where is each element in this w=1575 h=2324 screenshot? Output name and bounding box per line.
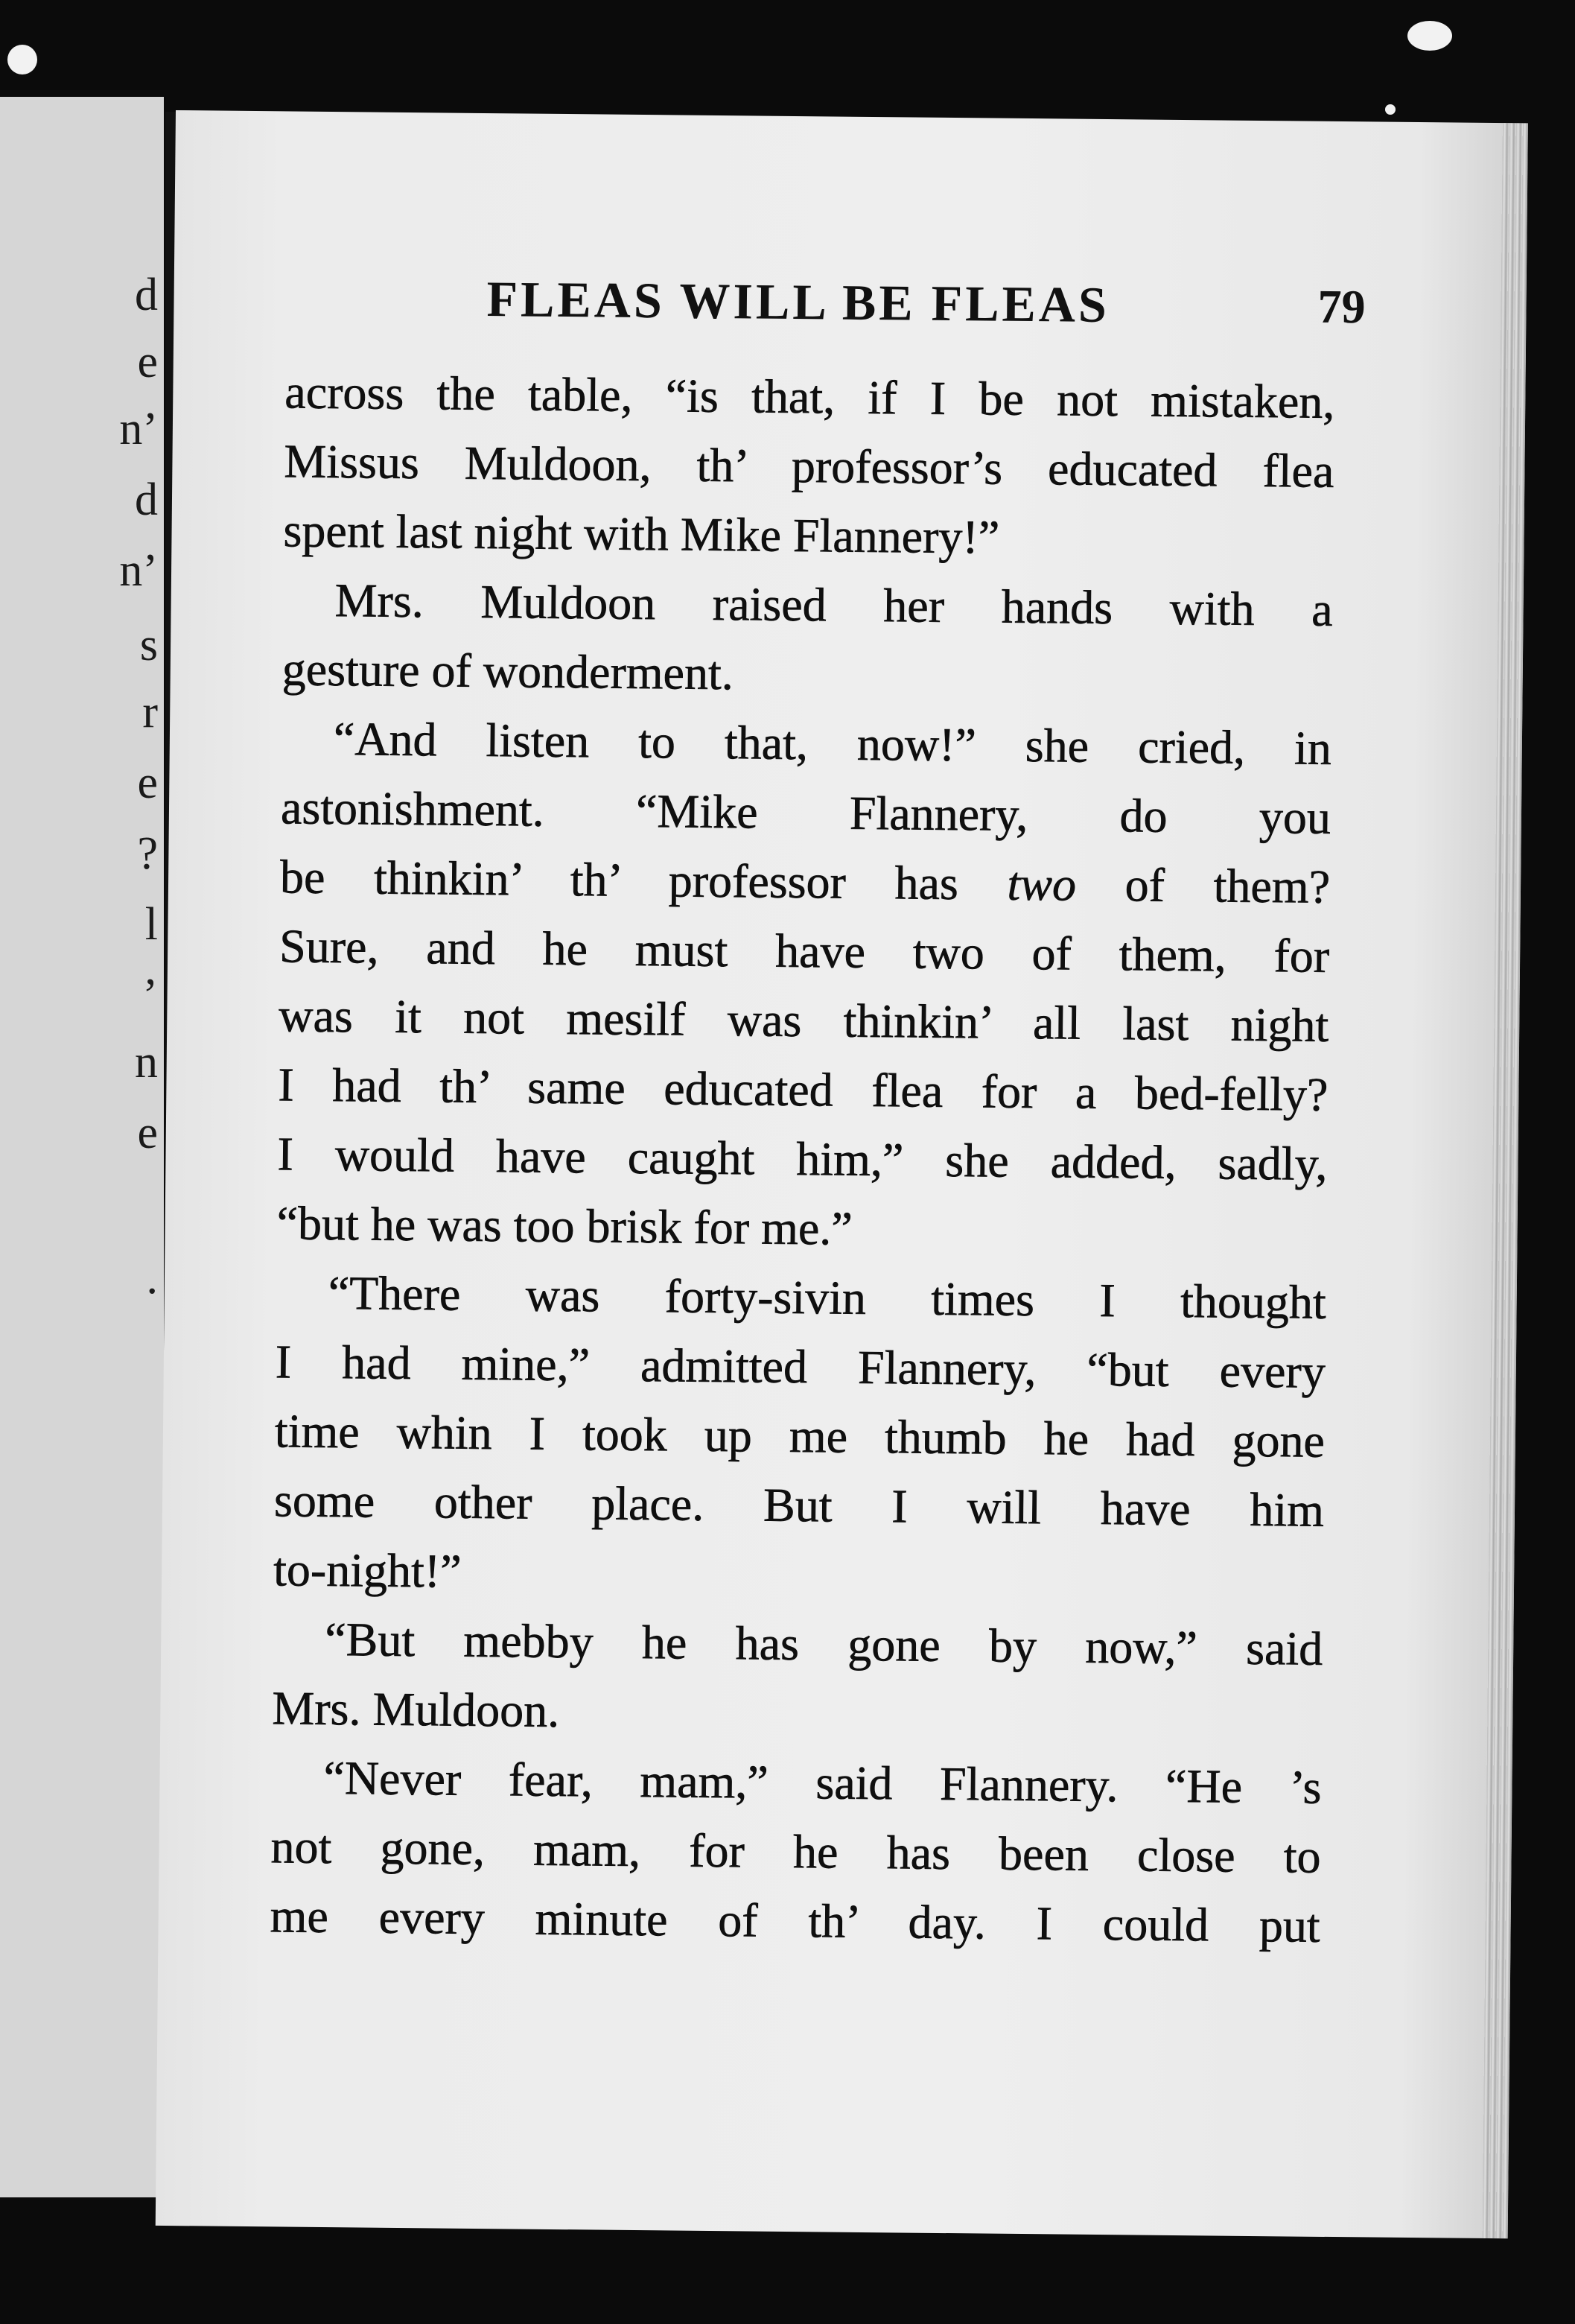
text-line: was it not mesilf was thinkin’ all last night (279, 988, 1329, 1052)
facing-page-fragment: e (137, 337, 158, 387)
facing-page-edge (0, 97, 164, 2197)
text-line: “There was forty-sivin times I thought (328, 1266, 1327, 1329)
facing-page-fragment: n’ (119, 545, 158, 596)
facing-page-fragment: n’ (119, 404, 158, 454)
facing-page-fragment: e (137, 758, 158, 808)
dust-speck (1407, 21, 1452, 51)
facing-page-fragment: ’ (142, 970, 158, 1020)
facing-page-fragment: . (146, 1253, 158, 1304)
page-stack-edge (1483, 123, 1528, 2238)
text-line: Mrs. Muldoon raised her hands with a (334, 574, 1333, 636)
text-line: across the table, “is that, if I be not mistaken, (284, 365, 1335, 428)
text-line: spent last night with Mike Flannery!” (283, 504, 1000, 564)
text-line (280, 842, 1331, 921)
text-line: I had mine,” admitted Flannery, “but every (275, 1335, 1326, 1398)
text-line: Missus Muldoon, th’ professor’s educated flea (284, 434, 1334, 498)
running-title: FLEAS WILL BE FLEAS (486, 270, 1110, 334)
text-line: Sure, and he must have two of them, for (279, 919, 1330, 982)
italic-word: two (1007, 857, 1077, 911)
facing-page-fragment: d (135, 270, 158, 320)
text-segment: be thinkin’ th’ professor has (279, 850, 1008, 910)
text-line: some other place. But I will have him (273, 1473, 1325, 1537)
facing-page-fragment: l (144, 899, 158, 950)
text-line: “And listen to that, now!” she cried, in (333, 712, 1332, 775)
text-line: I would have caught him,” she added, sadly, (277, 1127, 1328, 1190)
dust-speck (1385, 104, 1396, 115)
page-number: 79 (1317, 279, 1366, 334)
text-line: gesture of wonderment. (281, 642, 734, 700)
body-text (270, 357, 1334, 1960)
facing-page-fragment: r (142, 687, 158, 737)
facing-page-fragment: s (139, 620, 158, 670)
text-line: me every minute of th’ day. I could put (270, 1889, 1321, 1952)
text-line: “Never fear, mam,” said Flannery. “He ’s (323, 1751, 1322, 1814)
facing-page-fragment: n (135, 1037, 158, 1088)
text-segment: of them? (1075, 857, 1331, 913)
dust-speck (7, 45, 37, 74)
text-line: Mrs. Muldoon. (272, 1681, 560, 1738)
book-page (156, 110, 1528, 2238)
text-line: astonishment. “Mike Flannery, do you (280, 781, 1331, 844)
running-head (486, 270, 1366, 345)
text-line: “but he was too brisk for me.” (276, 1196, 853, 1255)
facing-page-fragment: e (137, 1108, 158, 1158)
text-line: “But mebby he has gone by now,” said (324, 1613, 1323, 1675)
text-line: time whin I took up me thumb he had gone (274, 1404, 1326, 1467)
text-line: not gone, mam, for he has been close to (270, 1820, 1321, 1883)
text-line: to-night!” (273, 1543, 462, 1598)
facing-page-fragment: ? (137, 828, 158, 879)
facing-page-fragment: d (135, 474, 158, 525)
text-line: I had th’ same educated flea for a bed-felly? (278, 1058, 1329, 1121)
